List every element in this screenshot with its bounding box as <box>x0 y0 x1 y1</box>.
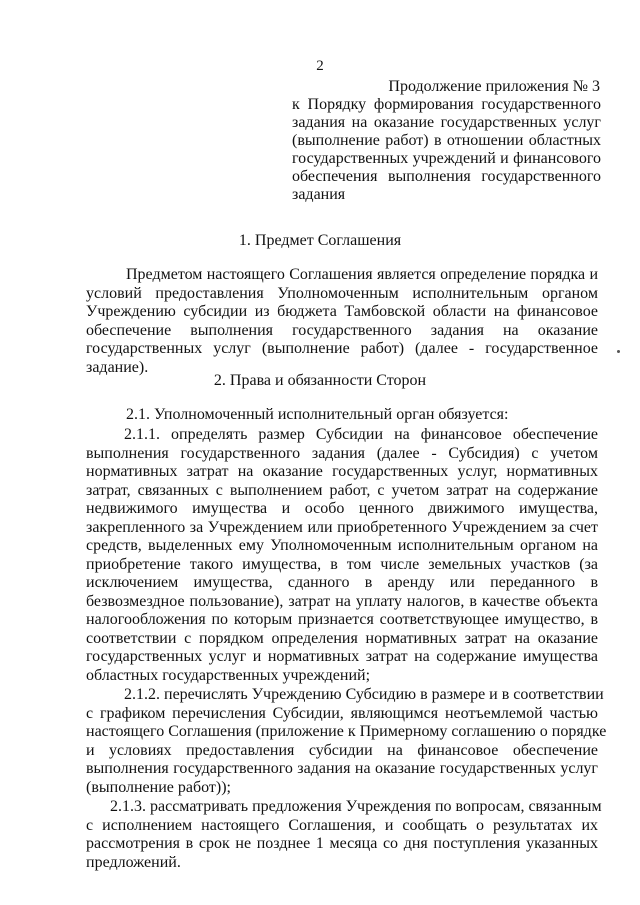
appendix-line: государственных учреждений и финансового <box>292 150 601 167</box>
clause-2-1 <box>86 406 598 425</box>
paragraph-line: выполнения государственного задания (далее - Субсидия) с учетом <box>86 444 598 462</box>
paragraph-line: условий предоставления Уполномоченным исполнительным органом <box>86 284 598 302</box>
paragraph-line: выполнения государственного задания на оказание государственных услуг <box>86 760 598 777</box>
paragraph-line: приобретение такого имущества, в том числе земельных участков (за <box>86 555 598 573</box>
clause-2-1-3 <box>86 798 602 872</box>
paragraph-line: 2.1.1. определять размер Субсидии на финансовое обеспечение <box>124 426 598 443</box>
paragraph-line: рассмотрения в срок не позднее 1 месяца со дня поступления указанных <box>86 835 598 852</box>
paragraph-line: государственных услуг и нормативных затрат на содержание имущества <box>86 648 598 665</box>
paragraph-line: соответствии с порядком определения нормативных затрат на оказание <box>86 629 598 647</box>
paragraph-line: нормативных затрат на оказание государственных услуг, нормативных <box>86 463 598 480</box>
paragraph-line: затрат, связанных с выполнением работ, с учетом затрат на содержание <box>86 481 598 499</box>
paragraph-line: областных государственных учреждений; <box>86 666 371 684</box>
paragraph-line: обеспечение выполнения государственного задания на оказание <box>86 321 598 339</box>
section-1-heading: 1. Предмет Соглашения <box>238 232 402 249</box>
paragraph-line: предложений. <box>86 853 181 871</box>
appendix-line: обеспечения выполнения государственного <box>292 168 601 185</box>
appendix-line: к Порядку формирования государственного <box>292 96 601 113</box>
paragraph-line: Предметом настоящего Соглашения является определение порядка и <box>126 266 598 283</box>
paragraph-line: 2.1.2. перечислять Учреждению Субсидию в размере и в соответствии <box>124 686 604 703</box>
paragraph-line: задание). <box>86 358 149 376</box>
section-2-heading: 2. Права и обязанности Сторон <box>213 372 427 389</box>
scan-speck <box>617 350 620 353</box>
paragraph-line: налогообложения по которым признается соответствующее имущество, в <box>86 611 598 628</box>
appendix-title: Продолжение приложения № 3 <box>388 78 600 95</box>
page-number: 2 <box>316 58 324 74</box>
paragraph-line: (выполнение работ)); <box>86 778 231 796</box>
appendix-line: задания на оказание государственных услуг <box>292 114 601 131</box>
paragraph-line: с графиком перечисления Субсидии, являющимся неотъемлемой частью <box>86 704 598 722</box>
paragraph-line: 2.1.3. рассматривать предложения Учреждения по вопросам, связанным <box>110 798 602 815</box>
paragraph-line: с исполнением настоящего Соглашения, и сообщать о результатах их <box>86 816 598 834</box>
paragraph-line: 2.1. Уполномоченный исполнительный орган обязуется: <box>126 406 509 423</box>
paragraph-line: и условиях предоставления субсидии на финансовое обеспечение <box>86 741 598 759</box>
paragraph-line: исключением имущества, сданного в аренду или переданного в <box>86 574 598 591</box>
clause-2-1-2 <box>86 686 607 797</box>
paragraph-line: средств, выделенных ему Уполномоченным исполнительным органом на <box>86 537 598 554</box>
paragraph-line: Учреждению субсидии из бюджета Тамбовской области на финансовое <box>86 303 598 320</box>
paragraph-line: государственных услуг (выполнение работ) (далее - государственное <box>86 340 598 357</box>
clause-2-1-1 <box>86 426 598 685</box>
section-1-paragraph <box>86 266 598 377</box>
appendix-reference <box>292 96 601 204</box>
paragraph-line: закрепленного за Учреждением или приобретенного Учреждением за счет <box>86 518 598 536</box>
paragraph-line: настоящего Соглашения (приложение к Примерному соглашению о порядке <box>86 723 607 740</box>
paragraph-line: недвижимого имущества и особо ценного движимого имущества, <box>86 500 598 517</box>
paragraph-line: безвозмездное пользование), затрат на уплату налогов, в качестве объекта <box>86 592 598 610</box>
appendix-line: (выполнение работ) в отношении областных <box>292 132 601 149</box>
appendix-line: задания <box>292 186 346 203</box>
